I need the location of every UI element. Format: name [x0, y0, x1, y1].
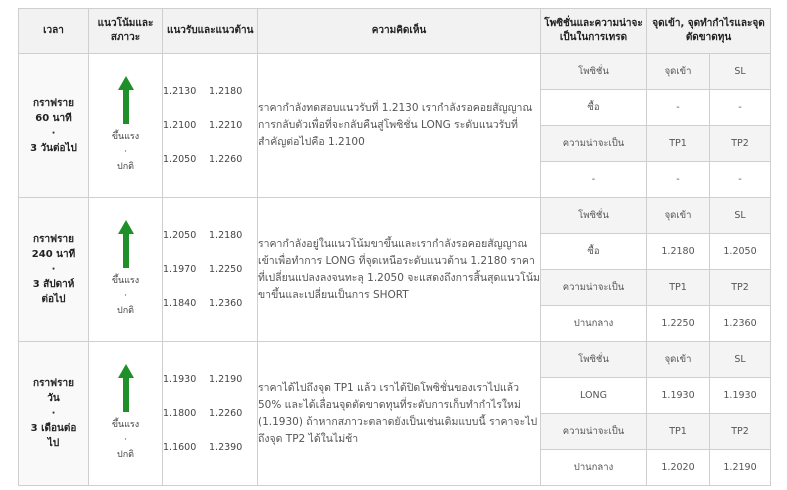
comment-cell: ราคากำลังทดสอบแนวรับที่ 1.2130 เรากำลังรอคอยสัญญาณการกลับตัวเพื่อที่จะกลับคืนสู่โพซิชั่น LONG ระดับแนวรับที่สำคัญต่อไปคือ 1.2100: [258, 54, 541, 198]
sl-label: SL: [710, 342, 771, 378]
separator-dot: ·: [51, 127, 56, 139]
resistance-value: 1.2260: [209, 408, 243, 419]
support-value: 1.2050: [163, 230, 197, 241]
support-value: 1.1970: [163, 264, 197, 275]
tp1-value: -: [647, 162, 710, 198]
timeframe-cell: [19, 342, 89, 486]
header-levels: แนวรับและแนวต้าน: [163, 9, 258, 54]
support-value: 1.2100: [163, 120, 197, 131]
separator-dot: ·: [51, 408, 56, 419]
position-value: LONG: [541, 378, 647, 414]
sl-value: 1.2050: [710, 234, 771, 270]
levels-cell: [163, 54, 258, 198]
level-row: [163, 219, 257, 253]
separator-dot: ·: [124, 435, 127, 445]
position-value: ซื้อ: [541, 234, 647, 270]
support-value: 1.2050: [163, 154, 197, 165]
separator-dot: ·: [124, 291, 127, 301]
entry-label: จุดเข้า: [647, 54, 710, 90]
timeframe-line: 60 นาที: [35, 112, 72, 124]
support-value: 1.1930: [163, 374, 197, 385]
header-row: [19, 9, 771, 54]
tp2-label: TP2: [710, 126, 771, 162]
header-position: โพซิชั่นและความน่าจะเป็นในการเทรด: [541, 9, 647, 54]
tp1-label: TP1: [647, 270, 710, 306]
trend-strength: ขึ้นแรง: [111, 132, 140, 142]
header-comment: ความคิดเห็น: [258, 9, 541, 54]
level-row: [163, 431, 257, 465]
level-row: [163, 143, 257, 177]
table-row: [19, 54, 771, 90]
position-label: โพซิชั่น: [541, 342, 647, 378]
timeframe-line: กราฟราย: [33, 97, 74, 109]
entry-label: จุดเข้า: [647, 198, 710, 234]
levels-cell: [163, 198, 258, 342]
arrow-up-icon: [118, 364, 134, 412]
support-value: 1.1800: [163, 408, 197, 419]
trend-strength: ขึ้นแรง: [111, 420, 140, 430]
forecast-table: [18, 8, 771, 486]
sl-label: SL: [710, 54, 771, 90]
comment-cell: ราคาได้ไปถึงจุด TP1 แล้ว เราได้ปิดโพซิชั่นของเราไปแล้ว 50% และได้เลื่อนจุดตัดขาดทุนที่ระดับการเก็บทำกำไรใหม่ (1.1930) ถ้าหากสภาวะตลาดยังเป็นเช่นเดิมแบบนี้ ราคาจะไปถึงจุด TP2 ได้ในไม่ช้า: [258, 342, 541, 486]
header-trend: แนวโน้มและสภาวะ: [89, 9, 163, 54]
entry-value: -: [647, 90, 710, 126]
arrow-up-icon: [118, 220, 134, 268]
trend-state: ปกติ: [116, 162, 134, 172]
support-value: 1.2130: [163, 86, 197, 97]
trend-cell: [89, 54, 163, 198]
tp1-value: 1.2020: [647, 450, 710, 486]
trend-cell: [89, 342, 163, 486]
level-row: [163, 109, 257, 143]
probability-value: -: [541, 162, 647, 198]
comment-cell: ราคากำลังอยู่ในแนวโน้มขาขึ้นและเรากำลังรอคอยสัญญาณเข้าเพื่อทำการ LONG ที่จุดเหนือระดับแนวต้าน 1.2180 ราคาที่เปลี่ยนแปลงลงจนทะลุ 1.2050 จะแสดงถึงการสิ้นสุดแนวโน้มขาขึ้นและเปลี่ยนเป็นการ SHORT: [258, 198, 541, 342]
resistance-value: 1.2360: [209, 298, 243, 309]
resistance-value: 1.2190: [209, 374, 243, 385]
resistance-value: 1.2390: [209, 442, 243, 453]
trend-cell: [89, 198, 163, 342]
levels-cell: [163, 342, 258, 486]
position-label: โพซิชั่น: [541, 54, 647, 90]
entry-value: 1.1930: [647, 378, 710, 414]
separator-dot: ·: [51, 264, 56, 275]
tp2-value: 1.2360: [710, 306, 771, 342]
probability-label: ความน่าจะเป็น: [541, 126, 647, 162]
table-row: [19, 198, 771, 234]
separator-dot: ·: [124, 147, 127, 157]
resistance-value: 1.2180: [209, 230, 243, 241]
probability-value: ปานกลาง: [541, 306, 647, 342]
support-value: 1.1840: [163, 298, 197, 309]
sl-value: -: [710, 90, 771, 126]
timeframe-line: 3 เดือนต่อไป: [30, 423, 77, 449]
timeframe-line: 240 นาที: [31, 249, 76, 260]
level-row: [163, 75, 257, 109]
timeframe-line: กราฟราย: [33, 234, 74, 245]
level-row: [163, 363, 257, 397]
sl-value: 1.1930: [710, 378, 771, 414]
timeframe-line: 3 สัปดาห์ต่อไป: [32, 279, 75, 305]
level-row: [163, 287, 257, 321]
entry-label: จุดเข้า: [647, 342, 710, 378]
level-row: [163, 397, 257, 431]
level-row: [163, 253, 257, 287]
arrow-up-icon: [118, 76, 134, 124]
header-time: เวลา: [19, 9, 89, 54]
entry-value: 1.2180: [647, 234, 710, 270]
resistance-value: 1.2180: [209, 86, 243, 97]
tp1-value: 1.2250: [647, 306, 710, 342]
support-value: 1.1600: [163, 442, 197, 453]
position-value: ซื้อ: [541, 90, 647, 126]
timeframe-line: กราฟราย: [33, 378, 74, 389]
probability-value: ปานกลาง: [541, 450, 647, 486]
probability-label: ความน่าจะเป็น: [541, 270, 647, 306]
tp1-label: TP1: [647, 126, 710, 162]
probability-label: ความน่าจะเป็น: [541, 414, 647, 450]
timeframe-cell: [19, 54, 89, 198]
tp1-label: TP1: [647, 414, 710, 450]
timeframe-line: 3 วันต่อไป: [30, 142, 77, 154]
trend-state: ปกติ: [116, 306, 134, 316]
resistance-value: 1.2260: [209, 154, 243, 165]
tp2-label: TP2: [710, 414, 771, 450]
header-targets: จุดเข้า, จุดทำกำไรและจุดตัดขาดทุน: [647, 9, 771, 54]
timeframe-line: วัน: [47, 393, 60, 404]
tp2-value: 1.2190: [710, 450, 771, 486]
timeframe-cell: [19, 198, 89, 342]
table-row: [19, 342, 771, 378]
sl-label: SL: [710, 198, 771, 234]
resistance-value: 1.2250: [209, 264, 243, 275]
trend-state: ปกติ: [116, 450, 134, 460]
position-label: โพซิชั่น: [541, 198, 647, 234]
tp2-label: TP2: [710, 270, 771, 306]
tp2-value: -: [710, 162, 771, 198]
trend-strength: ขึ้นแรง: [111, 276, 140, 286]
resistance-value: 1.2210: [209, 120, 243, 131]
